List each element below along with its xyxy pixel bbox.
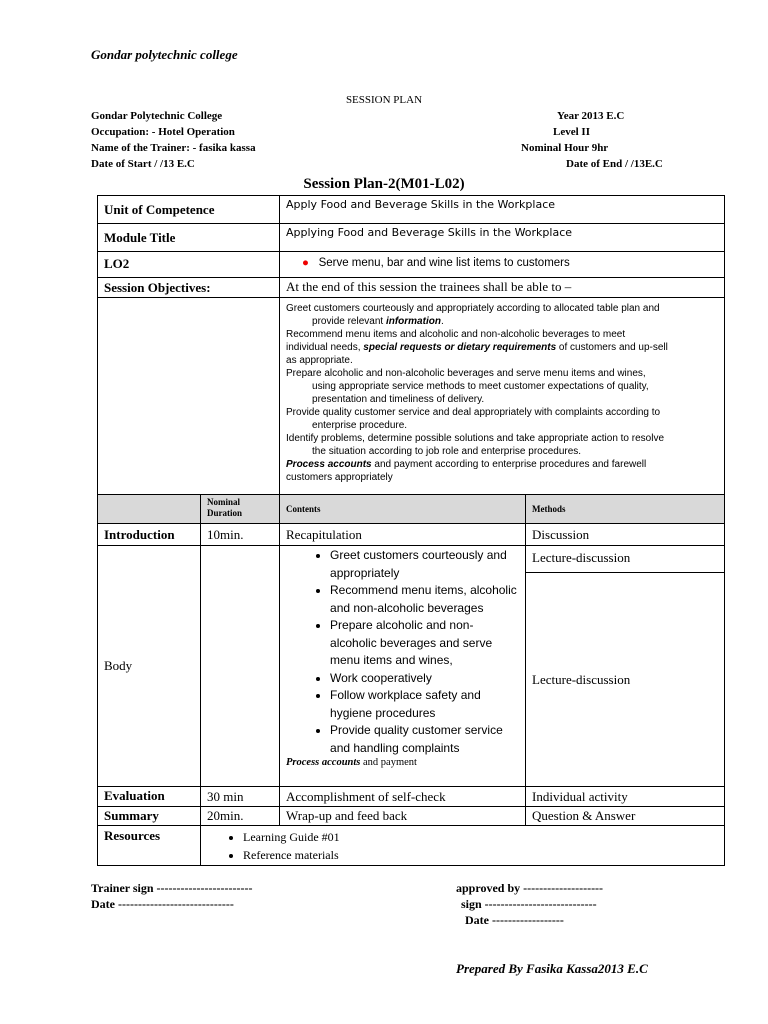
intro-label: Introduction (98, 524, 201, 546)
evaluation-method: Individual activity (526, 787, 725, 807)
intro-content: Recapitulation (280, 524, 526, 546)
module-row (98, 224, 725, 252)
objective-text: provide relevant information. (312, 316, 444, 327)
unit-value: Apply Food and Beverage Skills in the Workplace (280, 196, 725, 224)
college-line: Gondar Polytechnic College (91, 110, 223, 122)
objective-text: Provide quality customer service and deal appropriately with complaints according to (286, 407, 661, 418)
date-end-line: Date of End / /13E.C (566, 158, 663, 170)
objective-text: Identify problems, determine possible solutions and take appropriate action to resolve (286, 433, 665, 444)
date-start-line: Date of Start / /13 E.C (91, 158, 195, 170)
body-content-list (286, 547, 519, 757)
list-item: • Follow workplace safety and hygiene procedures (330, 687, 519, 722)
objective-text: the situation according to job role and enterprise procedures. (312, 446, 582, 457)
col-methods: Methods (526, 495, 725, 524)
list-item: • Recommend menu items, alcoholic and non-alcoholic beverages (330, 582, 519, 617)
lo-value (280, 252, 725, 278)
body-row (98, 546, 725, 573)
header-empty (98, 495, 201, 524)
list-item: • Prepare alcoholic and non-alcoholic beverages and serve menu items and wines, (330, 617, 519, 670)
body-method-2: Lecture-discussion (526, 573, 725, 787)
year-line: Year 2013 E.C (557, 110, 625, 122)
objective-text: presentation and timeliness of delivery. (312, 394, 485, 405)
intro-duration: 10min. (201, 524, 280, 546)
session-plan-heading: Session Plan-2(M01-L02) (303, 176, 465, 192)
college-name-italic: Gondar polytechnic college (91, 47, 238, 62)
objectives-row (98, 278, 725, 298)
objectives-label: Session Objectives: (98, 278, 280, 298)
occupation-line: Occupation: - Hotel Operation (91, 126, 235, 138)
objective-text: customers appropriately (286, 472, 393, 483)
document-title: SESSION PLAN (345, 94, 423, 106)
nominal-hour-line: Nominal Hour 9hr (521, 142, 609, 154)
unit-label: Unit of Competence (98, 196, 280, 224)
body-last-line: Process accounts and payment (286, 757, 417, 768)
list-item: • Provide quality customer service and handling complaints (330, 722, 519, 757)
list-item: • Work cooperatively (330, 670, 519, 688)
evaluation-label: Evaluation (98, 787, 201, 807)
column-header-row (98, 495, 725, 524)
list-item: • Learning Guide #01 (243, 828, 718, 846)
resources-label: Resources (98, 826, 201, 866)
objectives-list (280, 298, 725, 495)
objective-text: Prepare alcoholic and non-alcoholic beverages and serve menu items and wines, (286, 368, 646, 379)
summary-row (98, 807, 725, 826)
objective-text: Greet customers courteously and appropriately according to allocated table plan and (286, 303, 660, 314)
intro-method: Discussion (526, 524, 725, 546)
lo-label: LO2 (98, 252, 280, 278)
objectives-intro: At the end of this session the trainees shall be able to – (280, 278, 725, 298)
body-method-1: Lecture-discussion (526, 546, 725, 573)
summary-label: Summary (98, 807, 201, 826)
prepared-by: Prepared By Fasika Kassa2013 E.C (456, 961, 648, 976)
introduction-row (98, 524, 725, 546)
date-right-line: Date ------------------ (465, 913, 564, 927)
col-duration: Nominal Duration (201, 495, 280, 524)
evaluation-content: Accomplishment of self-check (280, 787, 526, 807)
lo-text: Serve menu, bar and wine list items to customers (318, 257, 570, 269)
resources-row (98, 826, 725, 866)
summary-method: Question & Answer (526, 807, 725, 826)
objective-text: individual needs, special requests or dietary requirements of customers and up-sell (286, 342, 668, 353)
unit-row (98, 196, 725, 224)
resources-list (201, 828, 718, 864)
body-contents (280, 546, 526, 787)
empty-cell (98, 298, 280, 495)
summary-duration: 20min. (201, 807, 280, 826)
list-item: • Reference materials (243, 846, 718, 864)
col-contents: Contents (280, 495, 526, 524)
evaluation-duration: 30 min (201, 787, 280, 807)
objective-text: Process accounts and payment according to enterprise procedures and farewell (286, 459, 647, 470)
trainer-line: Name of the Trainer: - fasika kassa (91, 142, 256, 154)
objective-text: using appropriate service methods to meet customer expectations of quality, (312, 381, 649, 392)
module-value: Applying Food and Beverage Skills in the Workplace (280, 224, 725, 252)
objective-text: enterprise procedure. (312, 420, 408, 431)
approved-by-line: approved by -------------------- (456, 881, 604, 895)
session-plan-table (97, 195, 725, 866)
level-line: Level II (553, 126, 590, 138)
summary-content: Wrap-up and feed back (280, 807, 526, 826)
trainer-sign-line: Trainer sign ------------------------ (91, 881, 253, 895)
bullet-icon: ● (302, 257, 309, 269)
objective-text: as appropriate. (286, 355, 353, 366)
list-item: • Greet customers courteously and appropriately (330, 547, 519, 582)
lo-row (98, 252, 725, 278)
body-duration (201, 546, 280, 787)
evaluation-row (98, 787, 725, 807)
body-label: Body (98, 546, 201, 787)
sign-line: sign ---------------------------- (461, 897, 597, 911)
objectives-detail-row (98, 298, 725, 495)
module-label: Module Title (98, 224, 280, 252)
objective-text: Recommend menu items and alcoholic and non-alcoholic beverages to meet (286, 329, 626, 340)
resources-content (201, 826, 725, 866)
date-left-line: Date ----------------------------- (91, 897, 234, 911)
